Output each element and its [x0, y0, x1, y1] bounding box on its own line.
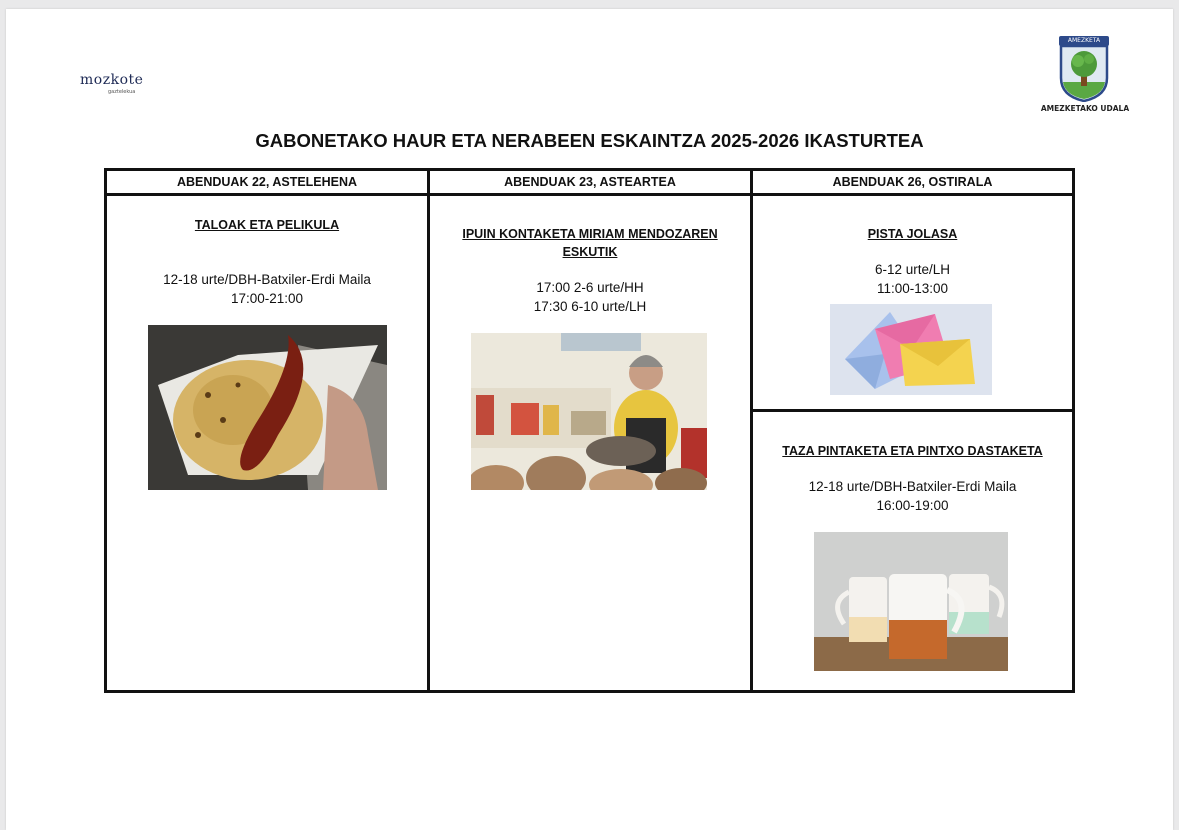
activity-title-line: ESKUTIK — [562, 245, 618, 259]
column-header-date: ABENDUAK 23, ASTEARTEA — [504, 175, 676, 189]
activity-age-group: 12-18 urte/DBH-Batxiler-Erdi Maila — [808, 479, 1017, 494]
activity-age-group: 12-18 urte/DBH-Batxiler-Erdi Maila — [163, 272, 371, 287]
storyteller-photo — [471, 333, 707, 490]
taloa-chorizo-photo — [148, 325, 387, 490]
activity-session-time: 17:30 6-10 urte/LH — [533, 299, 647, 314]
column-divider — [750, 171, 753, 690]
amezketa-coat-of-arms-logo — [1033, 36, 1137, 116]
column-header-date: ABENDUAK 26, OSTIRALA — [832, 175, 993, 189]
activity-title: TALOAK ETA PELIKULA — [194, 218, 340, 232]
logo-subtitle: gaztelekua — [108, 89, 136, 95]
logo-wordmark: mozkote — [80, 72, 144, 88]
header-divider — [107, 193, 1072, 196]
envelopes-photo — [830, 304, 992, 395]
logo-caption: AMEZKETAKO UDALA — [1040, 104, 1130, 113]
activity-age-group: 6-12 urte/LH — [874, 262, 951, 277]
logo-banner: AMEZKETA — [1059, 36, 1109, 46]
activity-title: PISTA JOLASA — [867, 227, 958, 241]
activity-title: TAZA PINTAKETA ETA PINTXO DASTAKETA — [782, 444, 1043, 458]
activity-time: 17:00-21:00 — [230, 291, 304, 306]
page-title: GABONETAKO HAUR ETA NERABEEN ESKAINTZA 2025-2026 IKASTURTEA — [255, 130, 924, 151]
activity-session-time: 17:00 2-6 urte/HH — [536, 280, 644, 295]
column-header-date: ABENDUAK 22, ASTELEHENA — [176, 175, 358, 189]
tree-shield-icon — [1058, 44, 1110, 102]
gaztelekua-logo — [80, 72, 170, 98]
painted-mugs-photo — [814, 532, 1008, 671]
activity-time: 11:00-13:00 — [876, 281, 949, 296]
cell-divider — [753, 409, 1072, 412]
activity-title-line: IPUIN KONTAKETA MIRIAM MENDOZAREN — [462, 227, 718, 241]
schedule-table — [104, 168, 1075, 693]
activity-time: 16:00-19:00 — [876, 498, 949, 513]
